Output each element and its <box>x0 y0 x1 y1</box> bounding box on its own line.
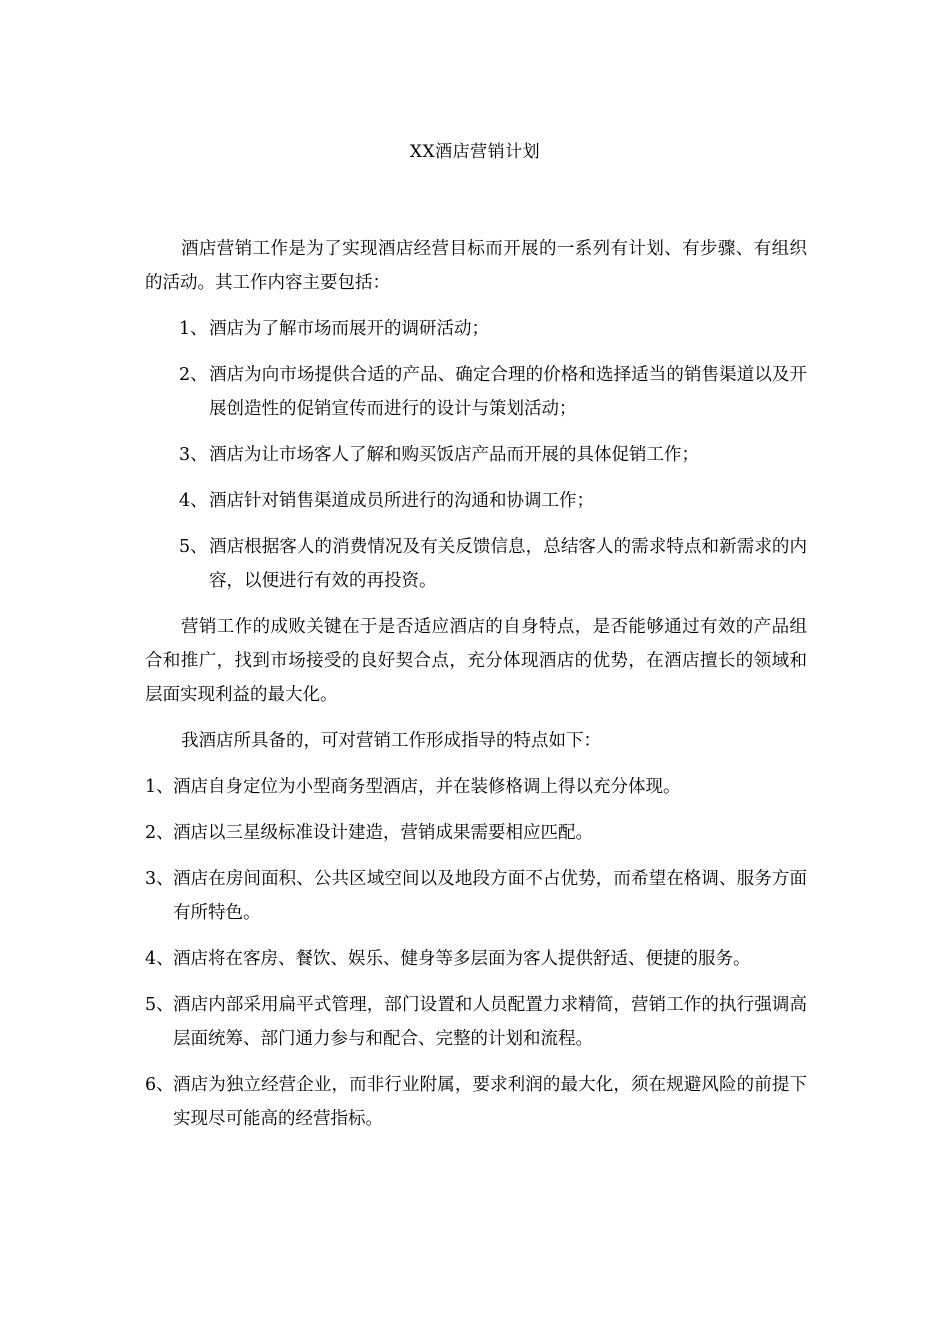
list-item <box>145 438 807 472</box>
list-item <box>145 530 807 598</box>
list-item <box>145 988 807 1056</box>
list-item-number: 6、 <box>145 1075 174 1095</box>
list-item <box>145 770 807 804</box>
list-item-text: 酒店以三星级标准设计建造，营销成果需要相应匹配。 <box>173 823 593 843</box>
list-item <box>145 862 807 930</box>
list-item-text: 酒店为独立经营企业，而非行业附属，要求利润的最大化，须在规避风险的前提下实现尽可能高的经营指标。 <box>173 1075 807 1129</box>
list-item-number: 5、 <box>179 537 208 557</box>
list-item-text: 酒店为让市场客人了解和购买饭店产品而开展的具体促销工作； <box>209 445 699 465</box>
list-item-number: 4、 <box>179 491 208 511</box>
list-item-number: 3、 <box>145 869 174 889</box>
list-item-text: 酒店内部采用扁平式管理，部门设置和人员配置力求精简，营销工作的执行强调高层面统筹、部门通力参与和配合、完整的计划和流程。 <box>173 995 807 1049</box>
list-item-number: 2、 <box>145 823 174 843</box>
list-item-number: 1、 <box>179 319 208 339</box>
list-item-text: 酒店为向市场提供合适的产品、确定合理的价格和选择适当的销售渠道以及开展创造性的促销宣传而进行的设计与策划活动； <box>209 365 807 419</box>
list-item-text: 酒店在房间面积、公共区域空间以及地段方面不占优势，而希望在格调、服务方面有所特色。 <box>173 869 807 923</box>
list-item <box>145 484 807 518</box>
work-content-list <box>145 312 807 598</box>
list-item-number: 4、 <box>145 949 174 969</box>
intro-paragraph: 酒店营销工作是为了实现酒店经营目标而开展的一系列有计划、有步骤、有组织的活动。其工作内容主要包括： <box>145 239 807 293</box>
features-intro-paragraph: 我酒店所具备的，可对营销工作形成指导的特点如下： <box>181 731 601 751</box>
list-item <box>145 358 807 426</box>
features-list <box>145 770 807 1136</box>
list-item-text: 酒店自身定位为小型商务型酒店，并在装修格调上得以充分体现。 <box>173 777 681 797</box>
list-item-number: 2、 <box>179 365 208 385</box>
list-item <box>145 816 807 850</box>
document-title: XX酒店营销计划 <box>409 142 541 162</box>
list-item-text: 酒店根据客人的消费情况及有关反馈信息，总结客人的需求特点和新需求的内容，以便进行有效的再投资。 <box>209 537 807 591</box>
document-body <box>145 232 807 1148</box>
list-item-text: 酒店针对销售渠道成员所进行的沟通和协调工作； <box>209 491 594 511</box>
list-item-number: 1、 <box>145 777 174 797</box>
list-item <box>145 942 807 976</box>
list-item-number: 5、 <box>145 995 174 1015</box>
key-paragraph: 营销工作的成败关键在于是否适应酒店的自身特点，是否能够通过有效的产品组合和推广，找到市场接受的良好契合点，充分体现酒店的优势，在酒店擅长的领域和层面实现利益的最大化。 <box>145 617 807 705</box>
list-item <box>145 1068 807 1136</box>
list-item <box>145 312 807 346</box>
list-item-number: 3、 <box>179 445 208 465</box>
list-item-text: 酒店将在客房、餐饮、娱乐、健身等多层面为客人提供舒适、便捷的服务。 <box>173 949 751 969</box>
list-item-text: 酒店为了解市场而展开的调研活动； <box>209 319 489 339</box>
